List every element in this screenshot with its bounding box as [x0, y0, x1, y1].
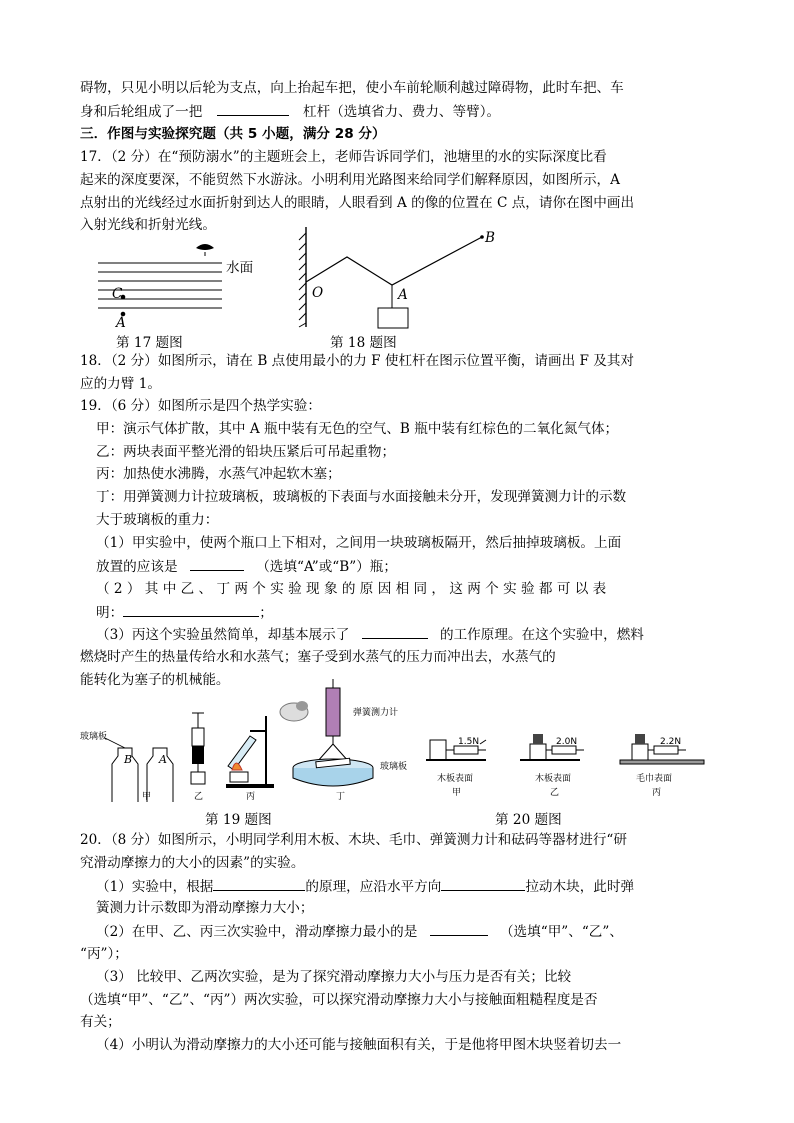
question-18-line: 应的力臂 1。: [80, 376, 161, 392]
question-20-line: （3） 比较甲、乙两次实验，是为了探究滑动摩擦力大小与压力是否有关；比较: [96, 969, 572, 985]
label-bing: 丙: [246, 792, 256, 802]
question-19-line: 丁：用弹簧测力计拉玻璃板，玻璃板的下表面与水面接触未分开，发现弹簧测力计的示数: [96, 489, 627, 505]
text-segment: （3）丙这个实验虽然简单，却基本展示了: [96, 627, 350, 643]
figure-19-caption: 第 19 题图: [205, 812, 272, 828]
answer-blank[interactable]: [217, 101, 289, 116]
question-19-line: 19．（6 分）如图所示是四个热学实验：: [80, 398, 321, 414]
question-20-line: 20．（8 分）如图所示，小明同学利用木板、木块、毛巾、弹簧测力计和砝码等器材进行“研: [80, 832, 627, 848]
question-19-line: 大于玻璃板的重力：: [96, 512, 219, 528]
figure-17-caption: 第 17 题图: [116, 335, 183, 351]
surface-label-yi: 木板表面: [535, 774, 572, 784]
text-line: [80, 101, 716, 122]
answer-blank[interactable]: [213, 876, 305, 891]
section-heading: 三．作图与实验探究题（共 5 小题，满分 28 分）: [80, 126, 386, 142]
label-ding: 丁: [336, 792, 346, 802]
label-o: O: [312, 285, 324, 301]
glass-plate-label: 玻璃板: [380, 762, 408, 772]
text-segment: （选填“甲”、“乙”、: [499, 924, 623, 940]
question-18-line: 18．（2 分）如图所示，请在 B 点使用最小的力 F 使杠杆在图示位置平衡，请画出 F 及其对: [80, 353, 635, 369]
question-19-line: 丙：加热使水沸腾，水蒸气冲起软木塞；: [96, 466, 341, 482]
glass-plate-label: 玻璃板: [80, 732, 108, 742]
text-segment: （选填“A”或“B”）瓶；: [256, 559, 397, 575]
question-20-line: [96, 921, 732, 942]
text-segment: （2）在甲、乙、丙三次实验中，滑动摩擦力最小的是: [96, 924, 418, 940]
text-line: 碍物，只见小明以后轮为支点，向上抬起车把，使小车前轮顺利越过障碍物，此时车把、车: [80, 80, 624, 96]
label-b: B: [485, 230, 495, 246]
label-a: A: [398, 287, 408, 303]
force-reading-jia: 1.5N: [458, 737, 480, 747]
question-20-line: （选填“甲”、“乙”、“丙”）两次实验，可以探究滑动摩擦力大小与接触面粗糙程度是否: [80, 992, 598, 1008]
label-bing: 丙: [652, 788, 662, 798]
label-jia: 甲: [142, 792, 152, 802]
text-segment: 的工作原理。在这个实验中，燃料: [440, 627, 644, 643]
answer-blank[interactable]: [362, 624, 428, 639]
question-20-line: 有关；: [80, 1014, 121, 1030]
question-19-line: 能转化为塞子的机械能。: [80, 672, 230, 688]
question-19-line: （1）甲实验中，使两个瓶口上下相对，之间用一块玻璃板隔开，然后抽掉玻璃板。上面: [96, 535, 622, 551]
bottle-b-label: B: [124, 753, 133, 766]
figure-19: [80, 676, 420, 802]
water-surface-label: 水面: [226, 260, 254, 276]
label-a: A: [116, 315, 126, 331]
force-reading-bing: 2.2N: [660, 737, 682, 747]
question-19-line: [96, 602, 732, 623]
question-19-line: [96, 624, 732, 645]
figure-18-caption: 第 18 题图: [330, 335, 397, 351]
bottle-a-label: A: [159, 753, 167, 766]
answer-blank[interactable]: [430, 921, 488, 936]
question-19-line: 甲：演示气体扩散，其中 A 瓶中装有无色的空气、B 瓶中装有红棕色的二氧化氮气体；: [96, 421, 619, 437]
text-segment: 明：: [96, 605, 124, 621]
question-19-line: 燃烧时产生的热量传给水和水蒸气；塞子受到水蒸气的压力而冲出去，水蒸气的: [80, 649, 556, 665]
question-20-line: （4）小明认为滑动摩擦力的大小还可能与接触面积有关，于是他将甲图木块竖着切去一: [96, 1037, 622, 1053]
label-yi: 乙: [550, 788, 560, 798]
question-20-line: 究滑动摩擦力的大小的因素”的实验。: [80, 855, 305, 871]
eye-icon: [196, 244, 214, 256]
text-segment: 拉动木块，此时弹: [525, 879, 635, 895]
text-segment: 的原理，应沿水平方向: [305, 879, 442, 895]
label-yi: 乙: [194, 792, 204, 802]
question-17-line: 入射光线和折射光线。: [80, 217, 216, 233]
text-segment: 杠杆（选填省力、费力、等臂）。: [303, 104, 501, 120]
figure-17: [94, 238, 234, 330]
force-reading-yi: 2.0N: [556, 737, 578, 747]
figure-20-caption: 第 20 题图: [495, 812, 562, 828]
label-jia: 甲: [452, 788, 462, 798]
surface-label-jia: 木板表面: [437, 774, 474, 784]
spring-scale-label: 弹簧测力计: [353, 708, 399, 718]
answer-blank[interactable]: [441, 876, 525, 891]
answer-blank[interactable]: [190, 556, 244, 571]
answer-blank[interactable]: [123, 602, 259, 617]
question-19-line: （ 2 ） 其 中 乙 、 丁 两 个 实 验 现 象 的 原 因 相 同 ， 这 两 个 实 验 都 可 以 表: [96, 581, 607, 597]
question-17-line: 起来的深度要深，不能贸然下水游泳。小明利用光路图来给同学们解释原因，如图所示，A: [80, 172, 620, 188]
surface-label-bing: 毛巾表面: [636, 774, 673, 784]
question-20-line: “丙”）；: [80, 946, 128, 962]
question-19-line: [96, 556, 732, 577]
text-segment: （1）实验中，根据: [96, 879, 214, 895]
question-20-line: 簧测力计示数即为滑动摩擦力大小；: [96, 900, 314, 916]
figure-18: [290, 225, 500, 330]
question-20-line: [96, 876, 732, 897]
question-17-line: 点射出的光线经过水面折射到达人的眼睛，人眼看到 A 的像的位置在 C 点，请你在图中画出: [80, 195, 635, 211]
question-19-line: 乙：两块表面平整光滑的铅块压紧后可吊起重物；: [96, 444, 396, 460]
label-c: C: [112, 286, 123, 302]
question-17-line: 17．（2 分）在“预防溺水”的主题班会上，老师告诉同学们，池塘里的水的实际深度比看: [80, 149, 607, 165]
text-segment: 放置的应该是: [96, 559, 178, 575]
text-segment: ；: [259, 605, 273, 621]
text-segment: 身和后轮组成了一把: [80, 104, 203, 120]
